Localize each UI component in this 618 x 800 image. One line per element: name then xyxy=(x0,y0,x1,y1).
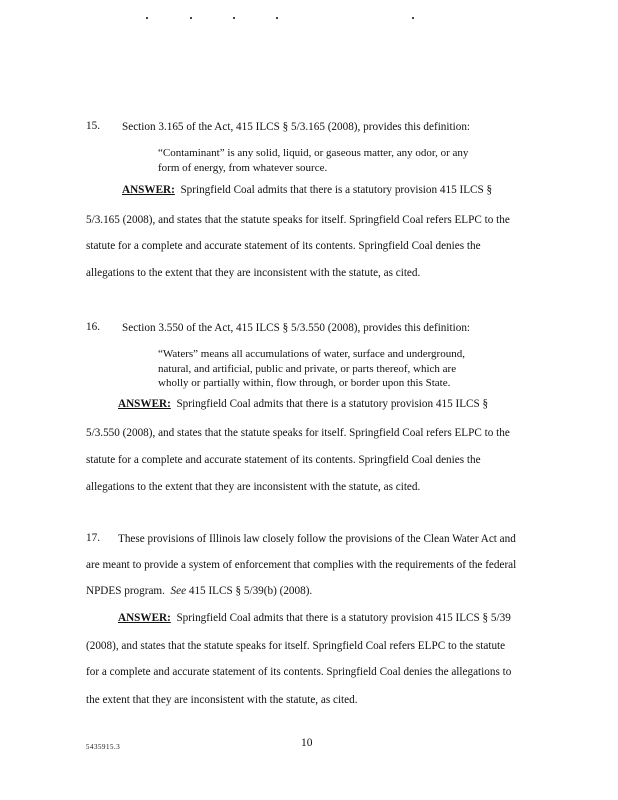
answer-text: the extent that they are inconsistent with the statute, as cited. xyxy=(86,694,358,706)
quote-line: wholly or partially within, flow through, or border upon this State. xyxy=(158,377,451,389)
answer-text: allegations to the extent that they are inconsistent with the statute, as cited. xyxy=(86,481,421,493)
answer-label: ANSWER: xyxy=(118,398,171,410)
scan-speck xyxy=(233,17,235,19)
quote-line: “Waters” means all accumulations of water, surface and underground, xyxy=(158,348,465,360)
paragraph-17-body-last xyxy=(86,585,312,598)
quote-line: form of energy, from whatever source. xyxy=(158,161,328,174)
document-id: 5435915.3 xyxy=(86,743,121,751)
quote-line: “Contaminant” is any solid, liquid, or gaseous matter, any odor, or any xyxy=(158,147,469,159)
paragraph-15-answer-line xyxy=(122,184,492,197)
page-number: 10 xyxy=(301,737,313,749)
paragraph-16-answer-line xyxy=(118,398,488,411)
answer-text: 5/3.550 (2008), and states that the statute speaks for itself. Springfield Coal refers ELPC to the xyxy=(86,427,510,439)
paragraph-16-number: 16. xyxy=(86,321,100,333)
answer-text: Springfield Coal admits that there is a statutory provision 415 ILCS § 5/39 xyxy=(176,612,511,624)
paragraph-15-intro: Section 3.165 of the Act, 415 ILCS § 5/3.165 (2008), provides this definition: xyxy=(122,121,471,133)
answer-text: for a complete and accurate statement of its contents. Springfield Coal denies the allegations to xyxy=(86,666,512,678)
answer-text: 5/3.165 (2008), and states that the statute speaks for itself. Springfield Coal refers ELPC to the xyxy=(86,214,510,226)
paragraph-16-intro: Section 3.550 of the Act, 415 ILCS § 5/3.550 (2008), provides this definition: xyxy=(122,322,471,334)
paragraph-17-answer-line xyxy=(118,612,511,625)
paragraph-16-quote xyxy=(158,347,465,391)
answer-text: statute for a complete and accurate statement of its contents. Springfield Coal denies the xyxy=(86,454,481,466)
paragraph-15-number: 15. xyxy=(86,120,100,132)
quote-line: natural, and artificial, public and private, or parts thereof, which are xyxy=(158,362,457,375)
paragraph-17-body: These provisions of Illinois law closely follow the provisions of the Clean Water Act and xyxy=(118,533,516,545)
paragraph-17-body: are meant to provide a system of enforcement that complies with the requirements of the federal xyxy=(86,559,517,571)
answer-label: ANSWER: xyxy=(122,184,175,196)
scan-speck xyxy=(276,17,278,19)
paragraph-15-quote xyxy=(158,146,468,175)
citation-signal: See xyxy=(170,585,187,597)
scan-speck xyxy=(190,17,192,19)
answer-text: (2008), and states that the statute speaks for itself. Springfield Coal refers ELPC to the statute xyxy=(86,640,506,652)
answer-label: ANSWER: xyxy=(118,612,171,624)
scan-speck xyxy=(412,17,414,19)
answer-text: Springfield Coal admits that there is a statutory provision 415 ILCS § xyxy=(176,398,489,410)
answer-text: statute for a complete and accurate statement of its contents. Springfield Coal denies the xyxy=(86,240,481,252)
scan-artifacts xyxy=(0,17,618,23)
body-text: NPDES program. xyxy=(86,585,165,597)
scan-speck xyxy=(146,17,148,19)
answer-text: Springfield Coal admits that there is a statutory provision 415 ILCS § xyxy=(180,184,493,196)
paragraph-17-number: 17. xyxy=(86,532,100,544)
answer-text: allegations to the extent that they are inconsistent with the statute, as cited. xyxy=(86,267,421,279)
body-text: 415 ILCS § 5/39(b) (2008). xyxy=(188,585,313,597)
